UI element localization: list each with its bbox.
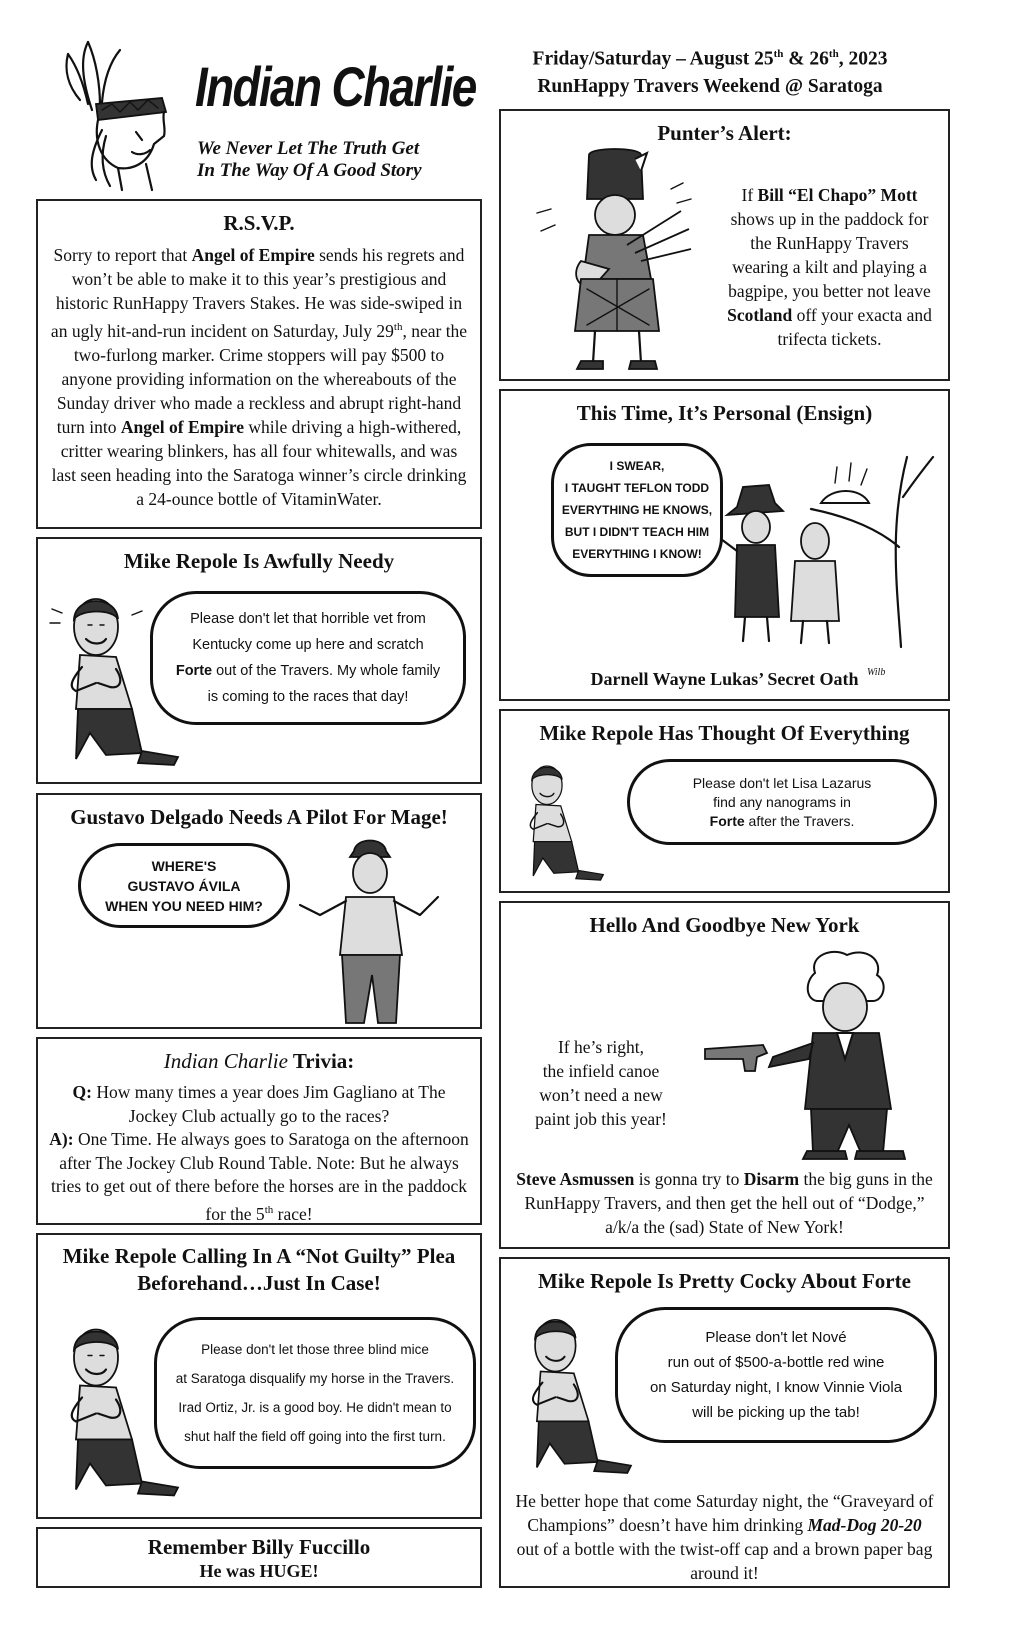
- trivia-box: [36, 1037, 482, 1225]
- shrugging-man-icon: [290, 835, 450, 1025]
- delgado-box: [36, 793, 482, 1029]
- newyork-side-2: the infield canoe: [542, 1061, 660, 1081]
- trivia-title: [38, 1049, 480, 1074]
- delgado-title: Gustavo Delgado Needs A Pilot For Mage!: [70, 805, 448, 829]
- trivia-answer: [48, 1128, 470, 1226]
- newyork-title: Hello And Goodbye New York: [589, 913, 860, 937]
- rsvp-text-4: while driving a high-withered, critter wearing blinkers, has all four whitewalls, and was last seen heading into the Saratoga winner’s circle drinking a 24-ounce bottle of VitaminWater.: [51, 416, 467, 509]
- cocky-title: Mike Repole Is Pretty Cocky About Forte: [538, 1269, 911, 1293]
- newyork-side-3: won’t need a new: [539, 1085, 663, 1105]
- rsvp-sup: th: [393, 321, 403, 333]
- cocky-drink: Mad-Dog 20-20: [807, 1515, 922, 1535]
- cocky-line-4: will be picking up the tab!: [692, 1404, 860, 1421]
- date-line: [490, 41, 930, 73]
- tagline-line-2: In The Way Of A Good Story: [197, 160, 422, 181]
- date-sup-a: th: [773, 48, 784, 60]
- needy-box: [36, 537, 482, 784]
- notguilty-title-2: Beforehand…Just In Case!: [137, 1271, 381, 1295]
- tagline-line-1: We Never Let The Truth Get: [197, 138, 420, 159]
- ensign-signature: Wilb: [867, 667, 886, 678]
- date-text-b: & 26: [783, 48, 829, 70]
- date-sup-b: th: [828, 48, 839, 60]
- fuccillo-box: [36, 1527, 482, 1588]
- thought-line-2: find any nanograms in: [713, 793, 851, 810]
- thought-forte: Forte: [709, 812, 745, 829]
- newyork-text-2: the big guns in the RunHappy Travers, and then get the hell out of “Dodge,” a/k/a the (sad) State of New York!: [524, 1169, 933, 1237]
- thought-speech-bubble: [627, 759, 937, 845]
- thought-box: [499, 709, 950, 893]
- delgado-line-3: WHEN YOU NEED HIM?: [105, 897, 263, 914]
- needy-line-3: [176, 658, 440, 684]
- needy-line-2: Kentucky come up here and scratch: [192, 637, 424, 653]
- date-text-a: Friday/Saturday – August 25: [532, 48, 774, 70]
- needy-line-1: Please don't let that horrible vet from: [190, 611, 426, 627]
- rsvp-text-1: Sorry to report that: [53, 245, 192, 265]
- rsvp-title: R.S.V.P.: [223, 211, 295, 235]
- ensign-line-4: BUT I DIDN'T TEACH HIM: [564, 525, 710, 539]
- trivia-title-italic: Indian Charlie: [163, 1049, 288, 1073]
- ensign-line-3: EVERYTHING HE KNOWS,: [561, 503, 713, 517]
- trivia-question: [48, 1081, 470, 1128]
- needy-title: Mike Repole Is Awfully Needy: [123, 549, 395, 573]
- event-line: RunHappy Travers Weekend @ Saratoga: [537, 75, 883, 97]
- newyork-side-text: [511, 1035, 691, 1131]
- delgado-line-2: GUSTAVO ÁVILA: [127, 877, 241, 894]
- cocky-box: [499, 1257, 950, 1588]
- ensign-speech-bubble: [551, 443, 723, 577]
- ensign-line-2: I TAUGHT TEFLON TODD: [564, 481, 710, 495]
- rsvp-body: [48, 243, 470, 511]
- punter-box: [499, 109, 950, 381]
- rsvp-box: [36, 199, 482, 529]
- notguilty-line-2: at Saratoga disqualify my horse in the Travers.: [175, 1371, 455, 1386]
- newyork-horse: Disarm: [743, 1169, 800, 1189]
- trivia-q-text: How many times a year does Jim Gagliano at The Jockey Club actually go to the races?: [91, 1082, 446, 1126]
- newyork-body: [511, 1167, 938, 1239]
- punter-text-2: shows up in the paddock for the RunHappy Travers wearing a kilt and playing a bagpipe, you better not leave: [728, 209, 931, 301]
- trivia-body: [48, 1081, 470, 1226]
- rsvp-horse-2: Angel of Empire: [120, 416, 245, 437]
- cocky-text-2: out of a bottle with the twist-off cap and a brown paper bag around it!: [516, 1539, 933, 1583]
- notguilty-line-3: Irad Ortiz, Jr. is a good boy. He didn't mean to: [178, 1400, 452, 1415]
- needy-forte: Forte: [175, 663, 213, 679]
- trivia-a-end: race!: [273, 1203, 313, 1224]
- newyork-trainer: Steve Asmussen: [516, 1169, 635, 1189]
- thought-line-1: Please don't let Lisa Lazarus: [692, 774, 872, 791]
- notguilty-speech-bubble: [154, 1317, 476, 1469]
- needy-speech-bubble: [150, 591, 466, 725]
- needy-line-3-text: out of the Travers. My whole family: [212, 663, 441, 679]
- cocky-text-1: He better hope that come Saturday night, the “Graveyard of Champions” doesn’t have him drinking: [515, 1491, 934, 1535]
- fuccillo-subtitle: He was HUGE!: [199, 1561, 319, 1581]
- punter-body: [721, 183, 938, 351]
- trivia-a-text: One Time. He always goes to Saratoga on the afternoon after The Jockey Club Round Table. Note: But he always tries to get out of there before the horses are in the paddock for the 5: [51, 1129, 469, 1224]
- notguilty-line-4: shut half the field off going into the first turn.: [184, 1429, 446, 1444]
- trivia-a-label: A):: [49, 1129, 74, 1149]
- rsvp-horse-1: Angel of Empire: [191, 245, 315, 265]
- newyork-side-1: If he’s right,: [557, 1037, 645, 1057]
- kneeling-man-icon: [509, 755, 609, 889]
- ensign-line-5: EVERYTHING I KNOW!: [572, 547, 702, 561]
- rsvp-text-2: sends his regrets and won’t be able to make it to this year’s prestigious and historic RunHappy Travers Stakes. He was side-swiped in an ugly hit-and-run incident on Saturday, July 29: [50, 245, 465, 341]
- rsvp-text-3: , near the two-furlong marker. Crime stoppers will pay $500 to anyone providing information on the whereabouts of the Sunday driver who made a reckless and abrupt right-hand turn into: [56, 320, 468, 437]
- bagpiper-icon: [531, 149, 711, 375]
- notguilty-box: [36, 1233, 482, 1519]
- notguilty-title: [38, 1243, 480, 1297]
- two-trainers-icon: [711, 427, 941, 653]
- trivia-sup: th: [264, 1203, 274, 1216]
- punter-title: Punter’s Alert:: [657, 121, 792, 145]
- issue-date: [490, 41, 930, 100]
- trivia-q-label: Q:: [72, 1082, 92, 1102]
- delgado-line-1: WHERE'S: [151, 857, 217, 874]
- cocky-line-3: on Saturday night, I know Vinnie Viola: [649, 1379, 903, 1396]
- cocky-line-2: run out of $500-a-bottle red wine: [667, 1354, 885, 1371]
- needy-line-4: is coming to the races that day!: [207, 689, 409, 705]
- punter-text-3: off your exacta and trifecta tickets.: [777, 305, 932, 349]
- notguilty-line-1: Please don't let those three blind mice: [201, 1342, 429, 1357]
- cocky-speech-bubble: [615, 1307, 937, 1443]
- cocky-line-1: Please don't let Nové: [705, 1329, 847, 1346]
- man-with-pistol-icon: [697, 949, 937, 1161]
- fuccillo-title: Remember Billy Fuccillo: [147, 1535, 371, 1559]
- newyork-text-1: is gonna try to: [634, 1169, 744, 1189]
- punter-horse: Scotland: [727, 305, 793, 325]
- notguilty-title-1: Mike Repole Calling In A “Not Guilty” Plea: [62, 1244, 456, 1268]
- delgado-speech-bubble: [78, 843, 290, 928]
- trivia-title-rest: Trivia:: [287, 1049, 355, 1073]
- ensign-box: [499, 389, 950, 701]
- thought-line-3-text: after the Travers.: [744, 812, 855, 829]
- masthead-title: Indian Charlie: [195, 55, 476, 118]
- cocky-body: [515, 1489, 934, 1585]
- thought-line-3: [693, 812, 872, 831]
- ensign-title: This Time, It’s Personal (Ensign): [576, 401, 873, 425]
- ensign-caption: Darnell Wayne Lukas’ Secret Oath: [590, 669, 859, 689]
- newyork-side-4: paint job this year!: [535, 1109, 667, 1129]
- newyork-box: [499, 901, 950, 1249]
- ensign-line-1: I SWEAR,: [609, 459, 665, 473]
- indian-charlie-logo-icon: [62, 40, 172, 190]
- thought-title: Mike Repole Has Thought Of Everything: [539, 721, 910, 745]
- masthead-tagline: [197, 138, 422, 182]
- date-text-c: , 2023: [838, 48, 888, 70]
- punter-text-1: If: [741, 185, 758, 205]
- punter-trainer: Bill “El Chapo” Mott: [757, 185, 918, 205]
